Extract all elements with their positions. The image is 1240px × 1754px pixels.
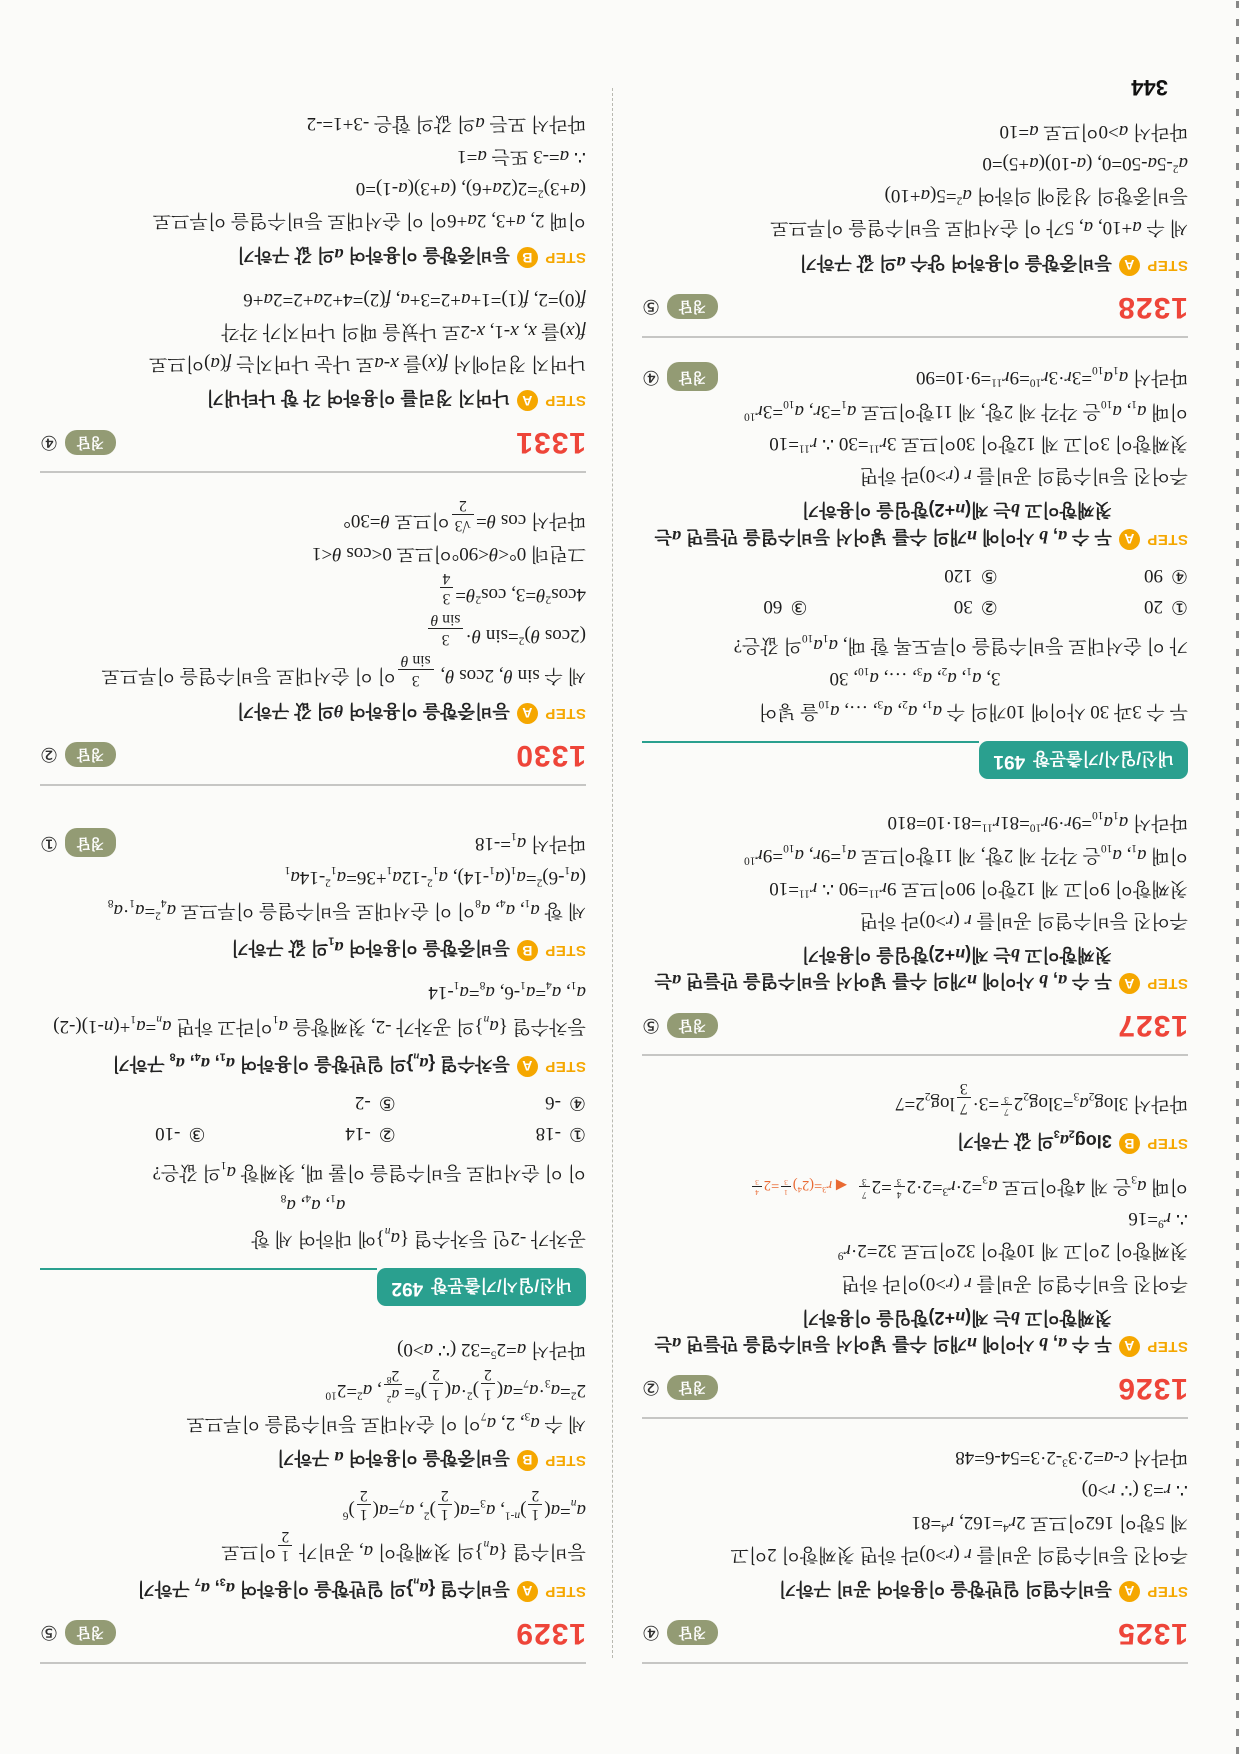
answer-badge: [642, 294, 718, 319]
step-heading: [40, 1445, 586, 1471]
step-circle-a: A: [1119, 1581, 1140, 1602]
page-number: 344: [1131, 75, 1168, 100]
answer-badge: [40, 742, 116, 767]
problem-block-1330: [40, 495, 586, 785]
problem-header: [40, 1616, 586, 1650]
step-title: 두 수 a, b 사이에 n개의 수를 넣어서 등비수열을 만들면 a는 첫째항이고 b는 제(n+2)항임을 이용하기: [654, 1307, 1112, 1354]
problem-block-1329: [40, 1332, 586, 1664]
answer-pill: 정답: [667, 1621, 718, 1646]
step-title: $3\log_2a_3$의 값 구하기: [956, 1127, 1112, 1152]
step-circle-a: A: [517, 703, 538, 724]
solution-line: $2^2=a_3\cdot a_7=a$( 1 2 )$^2$·a( 1 2 )$^6$= $a^2$ $2^8$ , $a^2=2^{10}$: [325, 1366, 586, 1404]
answer-badge: [642, 360, 718, 394]
step-heading: [40, 1048, 586, 1077]
answer-pill: 정답: [65, 742, 116, 767]
answer-choice-number: ②: [642, 1376, 660, 1399]
answer-pill: 정답: [65, 828, 116, 857]
solution-line: $a_1$, $a_4=a_1-6$, $a_8=a_1-14$: [428, 979, 586, 1004]
option-number: ③: [790, 595, 808, 617]
solution-line: ∴ a=-3 또는 a=1: [457, 145, 586, 167]
solution-line: 가 이 순서대로 등비수열을 이루도록 할 때, $a_1a_{10}$의 값은?: [733, 631, 1188, 656]
problem-number: 1327: [1117, 1009, 1188, 1043]
step-label: STEP: [1146, 530, 1188, 548]
solution-line: 따라서 $a_1a_{10}=9r\cdot 9r^{10}=81r^{11}=81\cdot 10=810$: [887, 809, 1188, 834]
solution-line: 따라서 모든 a의 값의 합은 -3+1=-2: [306, 113, 586, 135]
answer-choice-number: ①: [40, 831, 58, 854]
point-tag-rule: [642, 741, 979, 743]
answer-choice-number: ④: [40, 430, 58, 453]
problem-header: [642, 1616, 1188, 1650]
answer-badge: [40, 430, 116, 455]
solution-line: 첫째항이 3이고 제 12항이 30이므로 $3r^{11}=30$ ∴ $r^{11}=10$: [769, 433, 1188, 455]
solution-final-line: [40, 826, 586, 860]
two-column-layout: [38, 85, 1188, 1664]
problem-divider-rule: [642, 1417, 1188, 1419]
step-label: STEP: [544, 249, 586, 267]
solution-line: 이 이 순서대로 등비수열을 이룰 때, 첫째항 $a_1$의 값은?: [152, 1159, 586, 1183]
problem-block-1326: [642, 1078, 1188, 1418]
answer-choice-number: ⑤: [642, 295, 660, 318]
solution-line: 따라서 $a_1=-18$: [474, 830, 586, 855]
solution-line: 따라서 $c-a=2\cdot 3^3-2\cdot 3=54-6=48$: [955, 1447, 1188, 1469]
solution-line: 세 수 sin θ, 2cos θ, 3 sin θ 이 이 순서대로 등비수열을 이루므로: [101, 652, 586, 689]
point-tag-row: [40, 1268, 586, 1306]
step-label: STEP: [544, 1451, 586, 1469]
step-label: STEP: [544, 1057, 586, 1075]
problem-header: [40, 738, 586, 772]
step-title: 등비중항을 이용하여 a의 값 구하기: [237, 245, 510, 266]
solution-line: 세 수 a+10, a, 5가 이 순서대로 등비수열을 이루므로: [770, 217, 1188, 239]
column-right: [40, 85, 586, 1664]
problem-divider-rule: [40, 1662, 586, 1664]
answer-pill: 정답: [667, 1375, 718, 1400]
option-number: ②: [378, 1122, 396, 1144]
answer-choice-number: ⑤: [40, 1621, 58, 1644]
problem-number: 1330: [515, 738, 586, 772]
answer-pill: 정답: [667, 362, 718, 391]
step-title: 두 수 a, b 사이에 n개의 수를 넣어서 등비수열을 만들면 a는 첫째항이고 b는 제(n+2)항임을 이용하기: [654, 945, 1112, 992]
solution-line: f(0)=2, f(1)=1+a+2=3+a, f(2)=4+2a+2=2a+6: [243, 288, 586, 310]
problem-number: 1326: [1117, 1371, 1188, 1405]
centered-expression: $a_1$, $a_4$, $a_8$: [280, 1192, 346, 1217]
solution-line: (2cos θ)$^2$=sin θ· 3 sin θ: [40, 610, 586, 651]
problem-divider-rule: [40, 471, 586, 473]
step-title: 등비중항을 이용하여 a 구하기: [277, 1447, 510, 1468]
answer-choice-number: ④: [642, 1621, 660, 1644]
answer-badge: [642, 1621, 718, 1646]
problem-number: 1325: [1117, 1617, 1188, 1650]
solution-line: $(a_1-6)^2=a_1(a_1-14)$, $a_1^2-12a_1+36=a_1^2-14a_1$: [284, 863, 586, 889]
answer-badge: [642, 1375, 718, 1400]
step-label: STEP: [544, 942, 586, 960]
answer-choice-number: ②: [40, 743, 58, 766]
step-heading: [642, 497, 1188, 549]
step-heading: [40, 1573, 586, 1602]
column-left: [642, 85, 1188, 1664]
problem-number: 1329: [515, 1617, 586, 1650]
solution-line: 따라서 $a_1a_{10}=3r\cdot 3r^{10}=9r^{11}=9\cdot 10=90$: [915, 364, 1188, 389]
step-circle-a: A: [1119, 973, 1140, 994]
problem-divider-rule: [642, 1662, 1188, 1664]
step-heading: [642, 1576, 1188, 1602]
option-item: ⑤120: [944, 564, 998, 586]
problem-number: 1331: [515, 426, 586, 460]
point-tag-number: 492: [391, 1277, 424, 1299]
answer-options: [40, 1091, 586, 1145]
problem-block-1328: [642, 114, 1188, 337]
step-heading: [642, 1125, 1188, 1154]
solution-line: $a_n=a$( 1 2 )$^{n-1}$, $a_3=a$( 1 2 )$^2$, $a_7=a$( 1 2 )$^6$: [342, 1486, 586, 1524]
point-tag-rule: [40, 1268, 377, 1270]
option-number: ⑤: [980, 564, 998, 586]
solution-line: 그런데 0°<θ<90°이므로 0<cos θ<1: [312, 542, 586, 564]
centered-expression: 3, $a_1$, $a_2$, $a_3$, …, $a_{10}$, 30: [829, 665, 1001, 689]
problem-header: [642, 290, 1188, 324]
step-circle-b: B: [517, 1450, 538, 1471]
problem-block-1331: [40, 107, 586, 473]
step-circle-a: A: [1119, 255, 1140, 276]
solution-line: 주어진 등비수열의 공비를 r (r>0)라 하면 첫째항이 2이고: [730, 1543, 1188, 1565]
option-item: ⑤-2: [354, 1091, 396, 1113]
option-number: ⑤: [378, 1091, 396, 1113]
solution-line: $a^2-5a-50=0$, (a-10)(a+5)=0: [982, 152, 1188, 175]
solution-line: 등비중항의 성질에 의하여 $a^2=5(a+10)$: [884, 185, 1188, 207]
point-tag: [979, 741, 1188, 779]
solution-line: 세 항 $a_1$, $a_4$, $a_8$이 이 순서대로 등비수열을 이루므로 $a_4^2=a_1\cdot a_8$: [107, 897, 586, 922]
step-label: STEP: [544, 704, 586, 722]
solution-line: 따라서 cos θ= √3 2 이므로 θ=30°: [343, 497, 586, 534]
option-number: ②: [980, 595, 998, 617]
point-box-491: [642, 360, 1188, 780]
point-tag-title: 내신/입시/기출문항: [1033, 749, 1174, 769]
answer-pill: 정답: [667, 1013, 718, 1038]
solution-line: f(x)를 x, x-1, x-2로 나눴을 때의 나머지가 각각: [221, 321, 586, 343]
answer-pill: 정답: [667, 294, 718, 319]
solution-line: 나머지 정리에서 f(x)를 x-a로 나눈 나머지는 f(a)이므로: [149, 353, 586, 375]
step-heading: [642, 1305, 1188, 1357]
problem-divider-rule: [40, 784, 586, 786]
solution-line: 첫째항이 2이고 제 10항이 32이므로 $32=2\cdot r^9$: [837, 1240, 1188, 1262]
problem-block-1327: [642, 805, 1188, 1056]
solution-line: 공차가 -2인 등차수열 $\{a_n\}$에 대하여 세 항: [251, 1225, 586, 1250]
step-circle-b: B: [517, 940, 538, 961]
step-circle-a: A: [1119, 529, 1140, 550]
solution-line: 주어진 등비수열의 공비를 r (r>0)라 하면: [859, 910, 1188, 932]
answer-badge: [40, 826, 116, 860]
option-item: ③60: [763, 595, 808, 617]
step-label: STEP: [1146, 1583, 1188, 1600]
answer-badge: [40, 1621, 116, 1646]
step-label: STEP: [1146, 1135, 1188, 1153]
margin-note: ◀ $r^3=(2^4)$ $^{1 3}$ =2 $^{4 3}$: [750, 1177, 847, 1193]
solution-line: $(a+3)^2=2(2a+6)$, (a+3)(a-1)=0: [355, 178, 586, 200]
step-title: 나머지 정리를 이용하여 각 항 나타내기: [206, 388, 510, 409]
solution-line: 두 수 3과 30 사이에 10개의 수 $a_1$, $a_2$, $a_3$, …, $a_{10}$을 넣어: [758, 698, 1188, 723]
step-heading: [40, 385, 586, 411]
problem-divider-rule: [642, 336, 1188, 338]
step-label: STEP: [544, 392, 586, 410]
step-title: 두 수 a, b 사이에 n개의 수를 넣어서 등비수열을 만들면 a는 첫째항이고 b는 제(n+2)항임을 이용하기: [654, 500, 1112, 547]
step-heading: [40, 698, 586, 724]
problem-header: [40, 425, 586, 459]
solution-line: 등차수열 $\{a_n\}$의 공차가 -2, 첫째항을 $a_1$이라고 하면 $a_n=a_1+(n-1)(-2)$: [53, 1012, 586, 1037]
step-title: 등비중항을 이용하여 양수 a의 값 구하기: [799, 252, 1112, 273]
point-tag-number: 491: [993, 750, 1026, 772]
answer-badge: [642, 1013, 718, 1038]
option-number: ④: [568, 1091, 586, 1113]
solution-line: 이때 $a_1$, $a_{10}$은 각각 제 2항, 제 11항이므로 $a_1=3r$, $a_{10}=3r^{10}$: [744, 397, 1188, 423]
solution-line: 따라서 $a=2^5=32$ (∵ a>0): [397, 1338, 586, 1360]
answer-choice-number: ④: [642, 365, 660, 388]
solution-line: 주어진 등비수열의 공비를 r (r>0)라 하면: [859, 465, 1188, 487]
solution-line: 따라서 a>0이므로 a=10: [999, 120, 1188, 142]
option-item: ③-10: [155, 1122, 206, 1144]
option-item: ④-6: [545, 1091, 586, 1113]
option-item: ①-18: [535, 1122, 586, 1144]
step-title: 등비수열 $\{a_n\}$의 일반항을 이용하여 $a_3$, $a_7$ 구하기: [137, 1575, 510, 1599]
problem-block-1325: [642, 1441, 1188, 1664]
solution-line: 첫째항이 9이고 제 12항이 90이므로 $9r^{11}=90$ ∴ $r^{11}=10$: [769, 877, 1188, 900]
step-circle-a: A: [517, 390, 538, 411]
step-heading: [642, 942, 1188, 994]
step-circle-a: A: [517, 1581, 538, 1602]
step-circle-a: A: [517, 1056, 538, 1077]
option-number: ③: [188, 1122, 206, 1144]
step-title: 등차수열 $\{a_n\}$의 일반항을 이용하여 $a_1$, $a_4$, $a_8$ 구하기: [112, 1050, 510, 1074]
option-number: ④: [1170, 564, 1188, 586]
solution-final-line: [642, 360, 1188, 394]
solution-line: 세 수 $a_3$, 2, $a_7$이 이 순서대로 등비수열을 이루므로: [186, 1410, 586, 1434]
solution-line: 제 5항이 162이므로 $2r^4=162$, $r^4=81$: [911, 1511, 1188, 1533]
solution-line: 등비수열 $\{a_n\}$의 첫째항이 a, 공비가 1 2 이므로: [221, 1527, 586, 1565]
solution-line: $4\cos^2\theta=3$, $\cos^2\theta=$ 3 4: [40, 569, 586, 610]
step-circle-b: B: [1119, 1133, 1140, 1154]
solution-line: 이때 $a_3$은 제 4항이므로 $a_3=2\cdot r^3=2\cdot 2$ $^{4 3}$ =2 $^{7 3}$ ◀ $r^3=(2^4)$ $^{1 3}$ =2 $^{4 3}$: [642, 1168, 1188, 1201]
solution-line: 이때 2, a+3, 2a+6이 이 순서대로 등비수열을 이루므로: [152, 210, 586, 232]
step-label: STEP: [1146, 256, 1188, 274]
answer-options: [642, 564, 1188, 618]
step-label: STEP: [1146, 1337, 1188, 1355]
option-item: ②-14: [345, 1122, 396, 1144]
problem-header: [642, 1371, 1188, 1405]
step-label: STEP: [544, 1583, 586, 1600]
step-heading: [40, 932, 586, 961]
solution-line: 주어진 등비수열의 공비를 r (r>0)이라 하면: [841, 1272, 1188, 1294]
point-box-492: [40, 826, 586, 1307]
step-heading: [40, 242, 586, 268]
option-item: ①20: [1143, 595, 1188, 617]
option-item: ②30: [953, 595, 998, 617]
step-label: STEP: [1146, 975, 1188, 993]
step-circle-a: A: [1119, 1336, 1140, 1357]
solution-line: 이때 $a_1$, $a_{10}$은 각각 제 2항, 제 11항이므로 $a_1=9r$, $a_{10}=9r^{10}$: [744, 842, 1188, 867]
problem-header: [642, 1008, 1188, 1042]
step-heading: [642, 250, 1188, 276]
point-tag: [377, 1268, 586, 1306]
step-title: 등비중항을 이용하여 θ의 값 구하기: [237, 700, 510, 721]
problem-divider-rule: [642, 1054, 1188, 1056]
option-number: ①: [568, 1122, 586, 1144]
answer-pill: 정답: [65, 1621, 116, 1646]
step-circle-b: B: [517, 247, 538, 268]
step-title: 등비중항을 이용하여 $a_1$의 값 구하기: [231, 934, 510, 959]
option-number: ①: [1170, 595, 1188, 617]
answer-pill: 정답: [65, 430, 116, 455]
solution-line: ∴ $r^9=16$: [1128, 1207, 1188, 1230]
step-title: 등비수열의 일반항을 이용하여 공비 구하기: [778, 1579, 1112, 1599]
point-tag-row: [642, 741, 1188, 779]
solution-line: ∴ r=3 (∵ r>0): [1081, 1479, 1188, 1501]
answer-choice-number: ⑤: [642, 1013, 660, 1036]
problem-number: 1328: [1117, 290, 1188, 324]
point-tag-title: 내신/입시/기출문항: [431, 1276, 572, 1296]
option-item: ④90: [1143, 564, 1188, 586]
solution-line: 따라서 $3\log_2a_3=3\log_22$ $^{7 3}$ =3· 7 3 $\log_22=7$: [895, 1079, 1188, 1117]
